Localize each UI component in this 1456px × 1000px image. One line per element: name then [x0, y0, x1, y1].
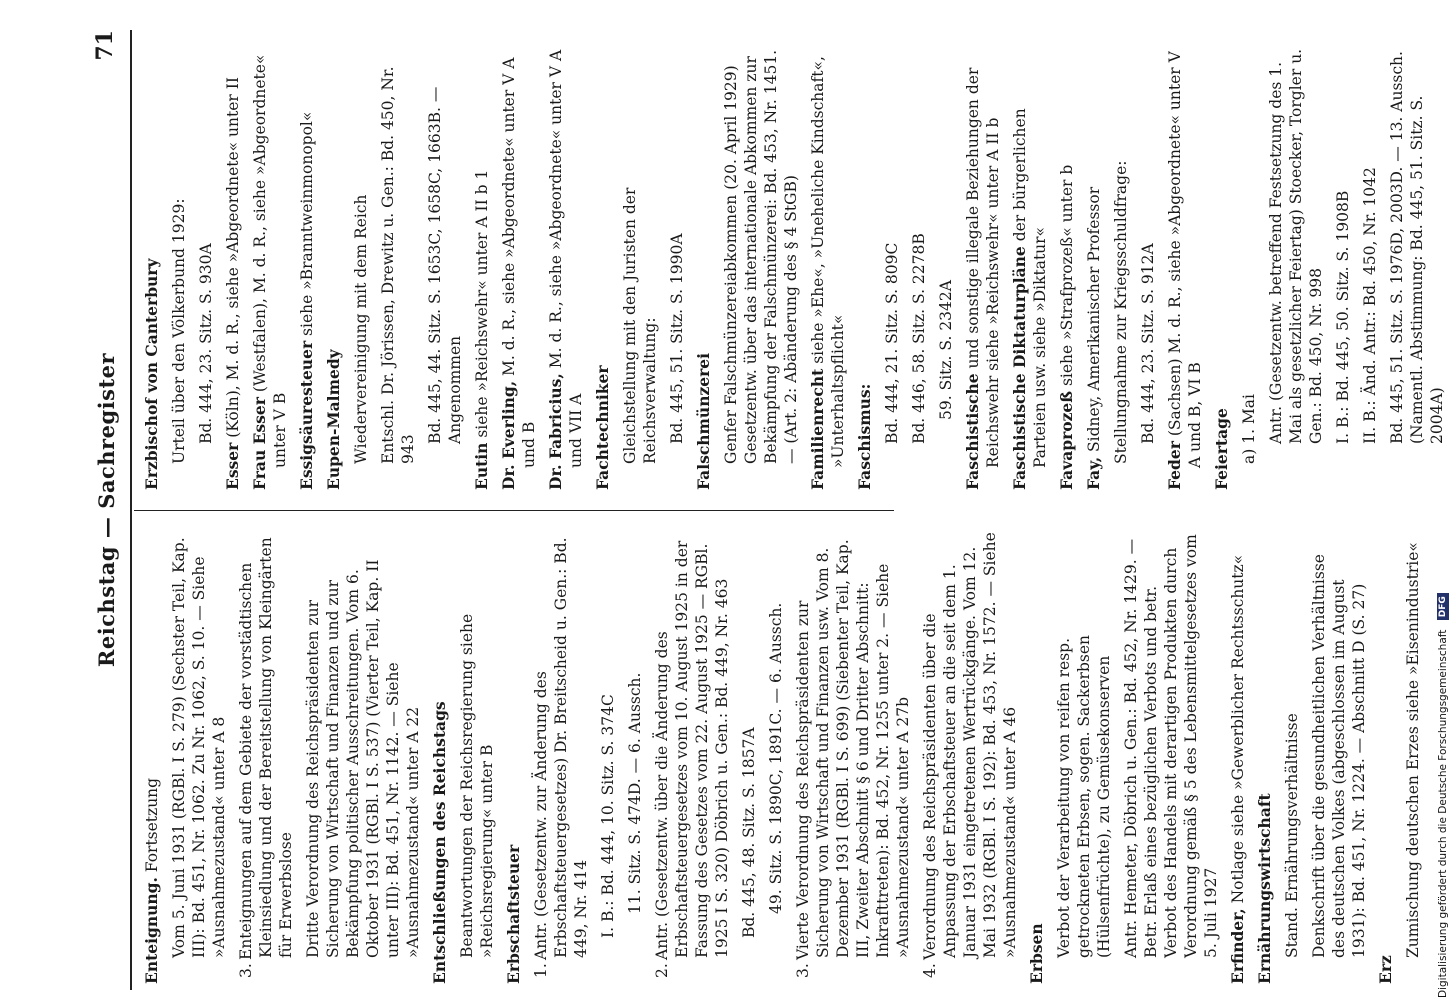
subline-text: Beantwortungen der Reichsregierung siehe »Reichsregierung« unter B [458, 613, 496, 958]
entry-text: der bürgerlichen Parteien usw. siehe »Diktatur« [1011, 108, 1049, 468]
column-divider [134, 510, 894, 511]
subline-text: II. B.: Änd. Antr.: Bd. 450, Nr. 1042 [1361, 167, 1379, 444]
subline-text: Entschl. Dr. Jörissen, Drewitz u. Gen.: Bd. 450, Nr. 943 [379, 66, 417, 464]
subline-text: a) 1. Mai [1240, 394, 1258, 464]
subline-text: Bd. 444, 21. Sitz. S. 809C [883, 242, 901, 444]
entry-text: Sidney, Amerikanischer Professor [1085, 186, 1103, 457]
index-entry [142, 532, 162, 984]
page-header [88, 30, 132, 990]
entry-subline [425, 38, 465, 490]
subline-text: Enteignungen auf dem Gebiete der vorstädtischen Kleinsiedlung und der Bereitstellung von Kleingärten für Erwerbslose [237, 537, 295, 960]
entry-subline [1111, 38, 1131, 490]
index-entry [855, 38, 875, 490]
entry-headword: Feder [1165, 441, 1184, 490]
subline-text: Denkschrift über die gesundheitlichen Verhältnisse des deutschen Volkes (abgeschlossen im August 1931): Bd. 451, Nr. 1224. — Abschnitt D (S. 27) [1310, 554, 1368, 958]
subline-text: Dritte Verordnung des Reichspräsidenten zur Sicherung von Wirtschaft und Finanzen und zur Bekämpfung politischer Ausschreitungen. Vom 6. Oktober 1931 (RGBl. I S. 537) (Vierter Teil, Kap. II unter III): Bd. 451, Nr. 1142. — Siehe »Ausnahmezustand« unter A 22 [304, 559, 422, 958]
index-entry [1255, 532, 1275, 984]
stamp-text: Digitalisierung gefördert durch die Deutsche Forschungsgemeinschaft [1437, 629, 1449, 998]
entry-headword: Falschmünzerei [694, 352, 713, 490]
entry-headword: Eupen-Malmedy [324, 349, 343, 490]
entry-headword: Faschistische [963, 373, 982, 490]
entry-subline [620, 38, 660, 490]
entry-subline [1054, 532, 1114, 984]
entry-headword: Erbsen [1027, 923, 1046, 984]
entry-text: Fortsetzung [143, 777, 161, 878]
subline-text: Stand. Ernährungsverhältnisse [1283, 713, 1301, 958]
index-entry [1376, 532, 1396, 984]
index-entry [1084, 38, 1104, 490]
subline-text: 59. Sitz. S. 2342A [937, 280, 955, 420]
index-entry [1165, 38, 1205, 490]
right-column [142, 38, 1454, 490]
entry-headword: Essigsäuresteuer [297, 340, 316, 490]
entry-headword: Eutin [472, 442, 491, 490]
index-entry [1027, 532, 1047, 984]
entry-headword: Fachtechniker [593, 365, 612, 490]
entry-subline [1239, 38, 1259, 490]
entry-headword: Favaprozeß [1057, 390, 1076, 490]
entry-text: siehe »Ehe«, »Uneheliche Kindschaft«, »Unterhaltspflicht« [809, 56, 847, 468]
entry-headword: Dr. Fabricius, [546, 373, 565, 490]
dfg-logo: DFG [1437, 593, 1449, 620]
subline-text: Zumischung deutschen Erzes siehe »Eisenindustrie« [1404, 542, 1422, 958]
index-entry [504, 532, 524, 984]
entry-headword: Feiertage [1212, 408, 1231, 490]
subline-text: Vierte Verordnung des Reichspräsidenten zur Sicherung von Wirtschaft und Finanzen usw. Vom 8. Dezember 1931 (RGBl. I S. 699) (Siebenter Teil, Kap. III, Zweiter Abschnitt § 6 und Dritter Abschnitt: Inkrafttreten): Bd. 452, Nr. 1255 unter 2. — Siehe »Ausnahmezustand« unter A 27b [794, 539, 912, 960]
page-number: 71 [92, 30, 118, 61]
entry-headword: Frau Esser [250, 397, 269, 490]
entry-subline [303, 532, 423, 984]
subline-text: Antr. (Gesetzentw. über die Änderung des Erbschaftsteuergesetzes vom 10. August 1925 in der Fassung des Gesetzes vom 22. August 1925 — RGBl. 1925 I S. 320) Döbrich u. Gen.: Bd. 449, Nr. 463 [653, 540, 731, 960]
index-entry [142, 38, 162, 490]
subline-text: Bd. 445, 51. Sitz. S. 1976D, 2003D. — 13. Aussch. (Namentl. Abstimmung: Bd. 445, 51. Sitz. S. 2004A) [1388, 51, 1446, 444]
index-entry [324, 38, 344, 490]
entry-text: (Köln), M. d. R., siehe »Abgeordnete« unter II [224, 77, 242, 443]
entry-text: siehe »Branntweinmonopol« [298, 111, 316, 341]
entry-headword: Ernährungswirtschaft [1255, 793, 1274, 984]
entry-text: Notlage siehe »Gewerblicher Rechtsschutz« [1229, 554, 1247, 909]
entry-subline [1266, 38, 1326, 490]
running-head: Reichstag — Sachregister [94, 352, 119, 668]
subline-text: 11. Sitz. S. 474D. — 6. Aussch. [626, 672, 644, 914]
index-entry [1057, 38, 1077, 490]
item-number: 1. [532, 963, 550, 978]
entry-headword: Enteignung. [142, 877, 161, 984]
entry-subline [378, 38, 418, 490]
entry-subline [1360, 38, 1380, 490]
entry-text: und sonstige illegale Beziehungen der Reichswehr siehe »Reichswehr« unter A II b [964, 67, 1002, 468]
entry-subline [721, 38, 801, 490]
index-entry [593, 38, 613, 490]
entry-text: M. d. R., siehe »Abgeordnete« unter V A und VII A [547, 49, 585, 468]
subline-text: Vom 5. Juni 1931 (RGBl. I S. 279) (Sechster Teil, Kap. III): Bd. 451, Nr. 1062. Zu Nr. 1062, S. 10. — Siehe »Ausnahmezustand« unter A 8 [170, 537, 228, 958]
index-entry [1228, 532, 1248, 984]
entry-subline [169, 38, 189, 490]
index-entry [808, 38, 848, 490]
subline-text: Urteil über den Völkerbund 1929: [170, 198, 188, 464]
entry-subline [766, 532, 786, 984]
entry-subline [169, 532, 229, 984]
entry-subline [236, 532, 296, 984]
subline-text: Verbot der Verarbeitung von reifen resp. getrockneten Erbsen, sogen. Sackerbsen (Hülsenfrüchte), zu Gemüsekonserven [1055, 635, 1113, 958]
subline-text: Antr. Hemeter, Döbrich u. Gen.: Bd. 452, Nr. 1429. — Betr. Erlaß eines bezüglichen Verbots und betr. Verbot des Handels mit derartigen Produkten durch Verordnung gemäß § 5 des Lebensmittelgesetzes vom 5. Juli 1927 [1122, 534, 1220, 958]
index-entry [223, 38, 243, 490]
entry-headword: Erz [1376, 955, 1395, 984]
entry-headword: Erbschaftsteuer [504, 844, 523, 984]
entry-headword: Faschistische Diktaturpläne [1010, 246, 1029, 490]
entry-text: (Sachsen) M. d. R., siehe »Abgeordnete« unter V A und B, VI B [1166, 51, 1204, 468]
item-number: 2. [653, 963, 671, 978]
index-entry [297, 38, 317, 490]
subline-text: Bd. 446, 58. Sitz. S. 2278B [910, 233, 928, 444]
entry-subline [1282, 532, 1302, 984]
entry-text: siehe »Reichswehr« unter A II b 1 [473, 169, 491, 443]
index-entry [694, 38, 714, 490]
subline-text: Bd. 444, 23. Sitz. S. 912A [1139, 243, 1157, 444]
entry-subline [1309, 532, 1369, 984]
entry-headword: Entschließungen des Reichstags [430, 701, 449, 984]
entry-subline [196, 38, 216, 490]
subline-text: Gleichstellung mit den Juristen der Reichsverwaltung: [621, 187, 659, 464]
entry-headword: Faschismus: [855, 383, 874, 490]
entry-subline [739, 532, 759, 984]
subline-text: Bd. 445, 51. Sitz. S. 1990A [668, 233, 686, 444]
entry-subline [457, 532, 497, 984]
index-entry [546, 38, 586, 490]
subline-text: I. B.: Bd. 444, 10. Sitz. S. 374C [599, 694, 617, 938]
entry-subline [625, 532, 645, 984]
entry-headword: Familienrecht [808, 368, 827, 490]
item-number: 3. [794, 963, 812, 978]
subline-text: Bd. 445, 44. Sitz. S. 1653C, 1658C, 1663B. — Angenommen [426, 86, 464, 444]
index-entry [963, 38, 1003, 490]
entry-headword: Esser [223, 442, 242, 490]
subline-text: Verordnung des Reichspräsidenten über die Anpassung der Erbschaftsteuer an die seit dem 1. Januar 1931 eingetretenen Wertrückgänge. Vom 12. Mai 1932 (RGBl. I S. 192): Bd. 453, Nr. 1572. — Siehe »Ausnahmezustand« unter A 46 [921, 532, 1019, 960]
index-entry [250, 38, 290, 490]
entry-subline [667, 38, 687, 490]
entry-subline [351, 38, 371, 490]
entry-subline [531, 532, 591, 984]
entry-subline [1138, 38, 1158, 490]
subline-text: Wiedervereinigung mit dem Reich [352, 194, 370, 464]
item-number: 4. [921, 963, 939, 978]
entry-subline [1333, 38, 1353, 490]
entry-subline [598, 532, 618, 984]
subline-text: Stellungnahme zur Kriegsschuldfrage: [1112, 160, 1130, 464]
entry-text: M. d. R., siehe »Abgeordnete« unter V A und B [500, 57, 538, 468]
header-rule [130, 30, 132, 990]
index-entry [472, 38, 492, 490]
item-number: 3. [237, 963, 255, 978]
entry-subline [909, 38, 929, 490]
subline-text: Bd. 444, 23. Sitz. S. 930A [197, 243, 215, 444]
left-column [142, 532, 1430, 984]
index-entry [1010, 38, 1050, 490]
entry-text: (Westfalen), M. d. R., siehe »Abgeordnete« unter V B [251, 54, 289, 468]
entry-subline [882, 38, 902, 490]
subline-text: Genfer Falschmünzereiabkommen (20. April 1929) Gesetzentw. über das internationale Abkommen zur Bekämpfung der Falschmünzerei: Bd. 453, Nr. 1451. — (Art. 2: Abänderung des § 4 StGB) [722, 49, 800, 464]
entry-headword: Erzbischof von Canterbury [142, 258, 161, 490]
entry-subline [793, 532, 913, 984]
entry-text: siehe »Strafprozeß« unter b [1058, 164, 1076, 391]
subline-text: Bd. 445, 48. Sitz. S. 1857A [740, 727, 758, 938]
index-entry [499, 38, 539, 490]
entry-headword: Erfinder, [1228, 908, 1247, 984]
entry-subline [1121, 532, 1221, 984]
subline-text: Antr. (Gesetzentw. zur Änderung des Erbschaftsteuergesetzes) Dr. Breitscheid u. Gen.: Bd. 449, Nr. 414 [532, 537, 590, 960]
subline-text: Antr. (Gesetzentw. betreffend Festsetzung des 1. Mai als gesetzlicher Feiertag) Stoecker, Torgler u. Gen.: Bd. 450, Nr. 998 [1267, 48, 1325, 444]
entry-headword: Fay, [1084, 456, 1103, 490]
entry-headword: Dr. Everling, [499, 380, 518, 490]
subline-text: 49. Sitz. S. 1890C, 1891C. — 6. Aussch. [767, 602, 785, 914]
index-entry [430, 532, 450, 984]
entry-subline [920, 532, 1020, 984]
subline-text: I. B.: Bd. 445, 50. Sitz. S. 1908B [1334, 190, 1352, 444]
entry-subline [936, 38, 956, 490]
index-entry [1212, 38, 1232, 490]
entry-subline [652, 532, 732, 984]
